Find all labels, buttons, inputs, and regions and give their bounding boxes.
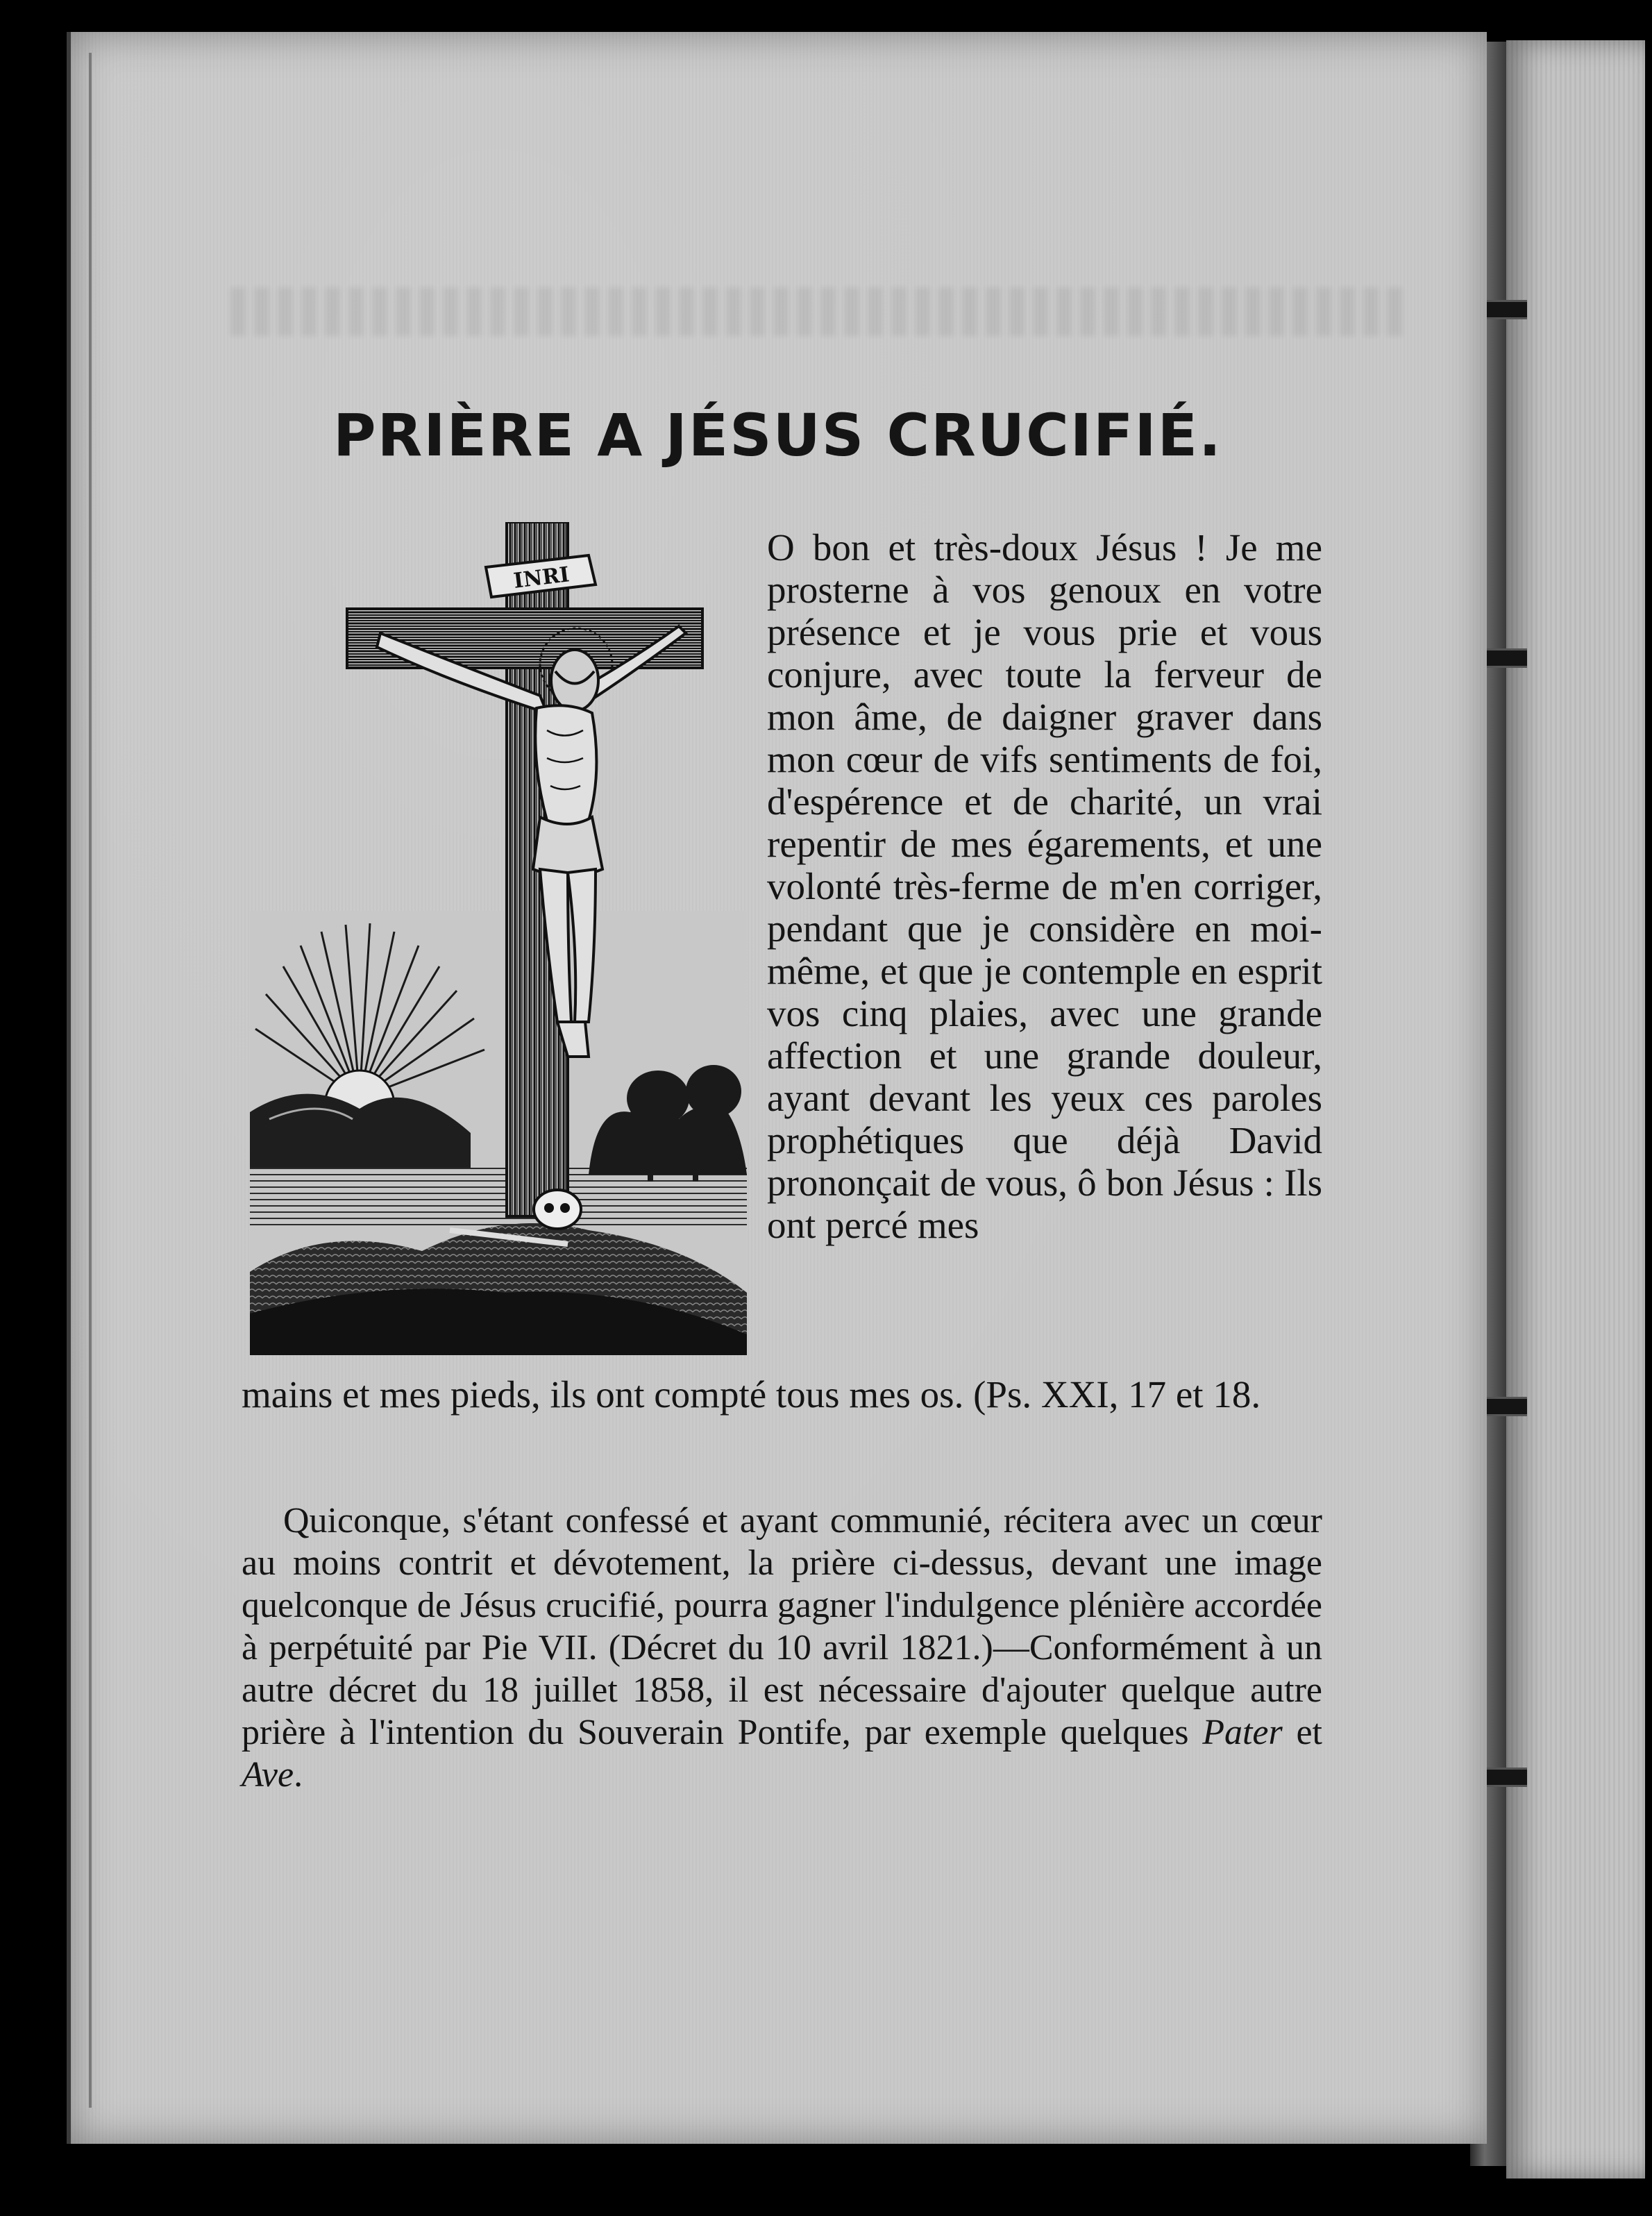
page-title: PRIÈRE A JÉSUS CRUCIFIÉ. bbox=[333, 401, 1222, 469]
titulus-label: INRI bbox=[512, 562, 571, 594]
show-through bbox=[230, 287, 1410, 336]
pater-word: Pater bbox=[1202, 1713, 1283, 1752]
titulus bbox=[486, 555, 596, 597]
adjacent-page-edge bbox=[1506, 40, 1645, 2179]
final-period: . bbox=[294, 1755, 303, 1795]
crucifix-engraving bbox=[242, 522, 755, 1362]
indulgence-note bbox=[242, 1500, 1322, 1796]
page-edge bbox=[89, 53, 92, 2108]
prayer-text-continuation: mains et mes pieds, ils ont compté tous mes os. (Ps. XXI, 17 et 18. bbox=[242, 1373, 1261, 1416]
conjunction: et bbox=[1282, 1713, 1322, 1752]
ave-word: Ave bbox=[242, 1755, 294, 1795]
prayer-text: O bon et très-doux Jésus ! Je me prosterne à vos genoux en votre présence et je vous prie et vous conjure, avec toute la ferveur de mon âme, de daigner graver dans mon cœur de vifs sentiments de foi, d'espérence et de charité, un vrai repentir de mes égarements, et une volonté très-ferme de m'en corriger, pendant que je considère en moi-même, et que je contemple en esprit vos cinq plaies, avec une grande affection et une grande douleur, ayant devant les yeux ces paroles prophétiques que déjà David prononçait de vous, ô bon Jésus : Ils ont percé mes bbox=[767, 526, 1322, 1246]
indulgence-text: Quiconque, s'étant confessé et ayant communié, récitera avec un cœur au moins contrit et dévotement, la prière ci-dessus, devant une image quelconque de Jésus crucifié, pourra gagner l'indulgence plénière accordée à perpétuité par Pie VII. (Décret du 10 avril 1821.)—Conformément à un autre décret du 18 juillet 1858, il est nécessaire d'ajouter quelque autre prière à l'intention du Souverain Pontife, par exemple quelques bbox=[242, 1501, 1322, 1752]
